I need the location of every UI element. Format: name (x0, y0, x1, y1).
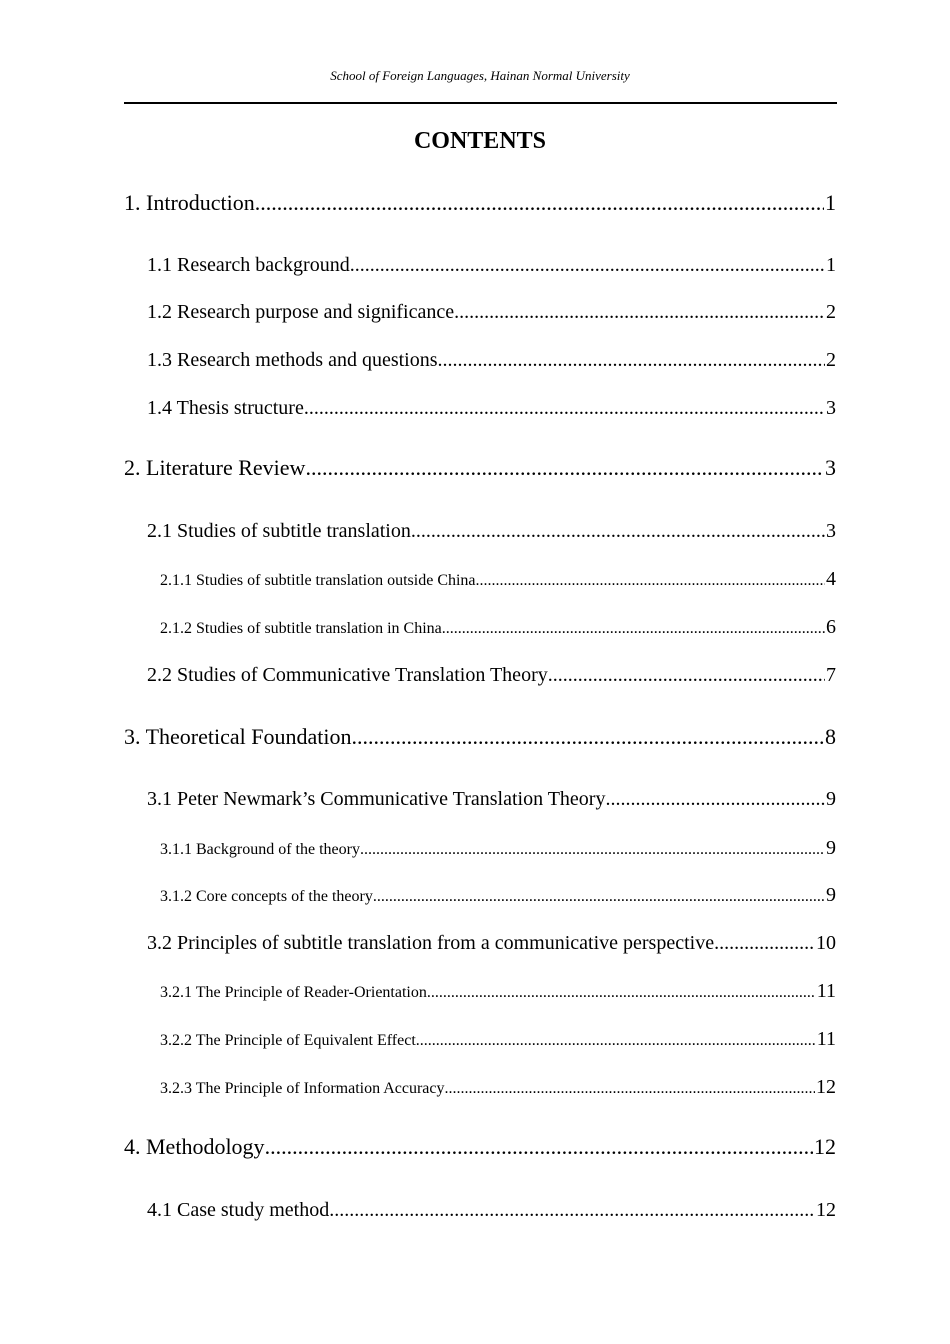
toc-page-number: 12 (814, 1134, 836, 1159)
toc-page-number: 2 (826, 301, 836, 323)
toc-page-number: 11 (816, 1028, 836, 1050)
toc-page-number: 9 (826, 884, 836, 906)
toc-entry-level-1[interactable] (124, 454, 836, 482)
toc-page-number: 8 (825, 724, 836, 749)
toc-entry-level-2[interactable] (147, 661, 836, 689)
toc-entry-level-2[interactable] (147, 929, 836, 957)
toc-entry-level-1[interactable] (124, 1133, 836, 1161)
running-header: School of Foreign Languages, Hainan Normal University (330, 68, 630, 83)
toc-entry-label: 2. Literature Review (124, 455, 306, 480)
toc-page-number: 4 (826, 568, 836, 590)
toc-dot-leader (350, 251, 825, 279)
toc-dot-leader (416, 1027, 816, 1055)
toc-page-number: 3 (825, 455, 836, 480)
toc-entry-level-3[interactable] (160, 834, 836, 864)
toc-entry-label: 3.1 Peter Newmark’s Communicative Translation Theory (147, 788, 606, 810)
toc-entry-label: 3.1.1 Background of the theory (160, 841, 360, 858)
toc-page-number: 7 (826, 664, 836, 686)
toc-dot-leader (442, 615, 825, 643)
toc-page-number: 3 (826, 520, 836, 542)
contents-title: CONTENTS (413, 128, 547, 154)
toc-entry-label: 3.2.1 The Principle of Reader-Orientation (160, 984, 427, 1001)
toc-entry-label: 1. Introduction (124, 190, 255, 215)
toc-entry-label: 2.1 Studies of subtitle translation (147, 520, 411, 542)
toc-dot-leader (445, 1075, 815, 1103)
toc-dot-leader (438, 346, 826, 374)
toc-entry-label: 1.1 Research background (147, 254, 350, 276)
toc-page-number: 10 (816, 932, 836, 954)
toc-entry-label: 3.1.2 Core concepts of the theory (160, 888, 373, 905)
toc-entry-label: 3. Theoretical Foundation (124, 724, 352, 749)
toc-entry-level-2[interactable] (147, 785, 836, 813)
toc-dot-leader (548, 661, 825, 689)
toc-dot-leader (255, 189, 824, 217)
toc-page-number: 12 (816, 1076, 836, 1098)
toc-entry-level-3[interactable] (160, 1073, 836, 1103)
toc-entry-label: 1.4 Thesis structure (147, 397, 304, 419)
toc-dot-leader (352, 723, 825, 751)
toc-page-number: 2 (826, 349, 836, 371)
toc-entry-label: 1.2 Research purpose and significance (147, 301, 455, 323)
toc-dot-leader (373, 883, 825, 911)
toc-entry-level-3[interactable] (160, 613, 836, 643)
toc-entry-label: 2.1.2 Studies of subtitle translation in China (160, 620, 442, 637)
toc-entry-level-2[interactable] (147, 1196, 836, 1224)
toc-entry-label: 3.2.2 The Principle of Equivalent Effect (160, 1032, 416, 1049)
toc-entry-level-3[interactable] (160, 881, 836, 911)
toc-entry-label: 2.1.1 Studies of subtitle translation outside China (160, 572, 476, 589)
toc-dot-leader (265, 1133, 813, 1161)
toc-dot-leader (427, 979, 816, 1007)
toc-page-number: 6 (826, 616, 836, 638)
toc-entry-label: 2.2 Studies of Communicative Translation Theory (147, 664, 548, 686)
toc-entry-level-2[interactable] (147, 251, 836, 279)
toc-entry-label: 3.2.3 The Principle of Information Accuracy (160, 1080, 445, 1097)
toc-dot-leader (714, 929, 815, 957)
toc-dot-leader (476, 567, 825, 595)
toc-entry-level-2[interactable] (147, 394, 836, 422)
toc-entry-level-2[interactable] (147, 346, 836, 374)
toc-page-number: 11 (816, 980, 836, 1002)
toc-entry-level-3[interactable] (160, 977, 836, 1007)
toc-page-number: 1 (826, 254, 836, 276)
toc-page-number: 9 (826, 837, 836, 859)
toc-page-number: 3 (826, 397, 836, 419)
toc-entry-label: 3.2 Principles of subtitle translation from a communicative perspective (147, 932, 715, 954)
toc-entry-label: 4. Methodology (124, 1134, 265, 1159)
toc-dot-leader (304, 394, 825, 422)
toc-dot-leader (329, 1196, 815, 1224)
toc-page-number: 12 (816, 1199, 836, 1221)
toc-entry-level-2[interactable] (147, 298, 836, 326)
toc-dot-leader (411, 517, 825, 545)
toc-dot-leader (305, 454, 824, 482)
toc-entry-level-3[interactable] (160, 1025, 836, 1055)
toc-entry-label: 4.1 Case study method (147, 1199, 330, 1221)
toc-dot-leader (454, 298, 825, 326)
toc-dot-leader (360, 836, 825, 864)
toc-page-number: 9 (826, 788, 836, 810)
toc-entry-level-2[interactable] (147, 517, 836, 545)
toc-dot-leader (605, 785, 825, 813)
toc-entry-level-1[interactable] (124, 723, 836, 751)
toc-entry-level-1[interactable] (124, 189, 836, 217)
toc-entry-level-3[interactable] (160, 565, 836, 595)
toc-entry-label: 1.3 Research methods and questions (147, 349, 438, 371)
toc-page-number: 1 (825, 190, 836, 215)
